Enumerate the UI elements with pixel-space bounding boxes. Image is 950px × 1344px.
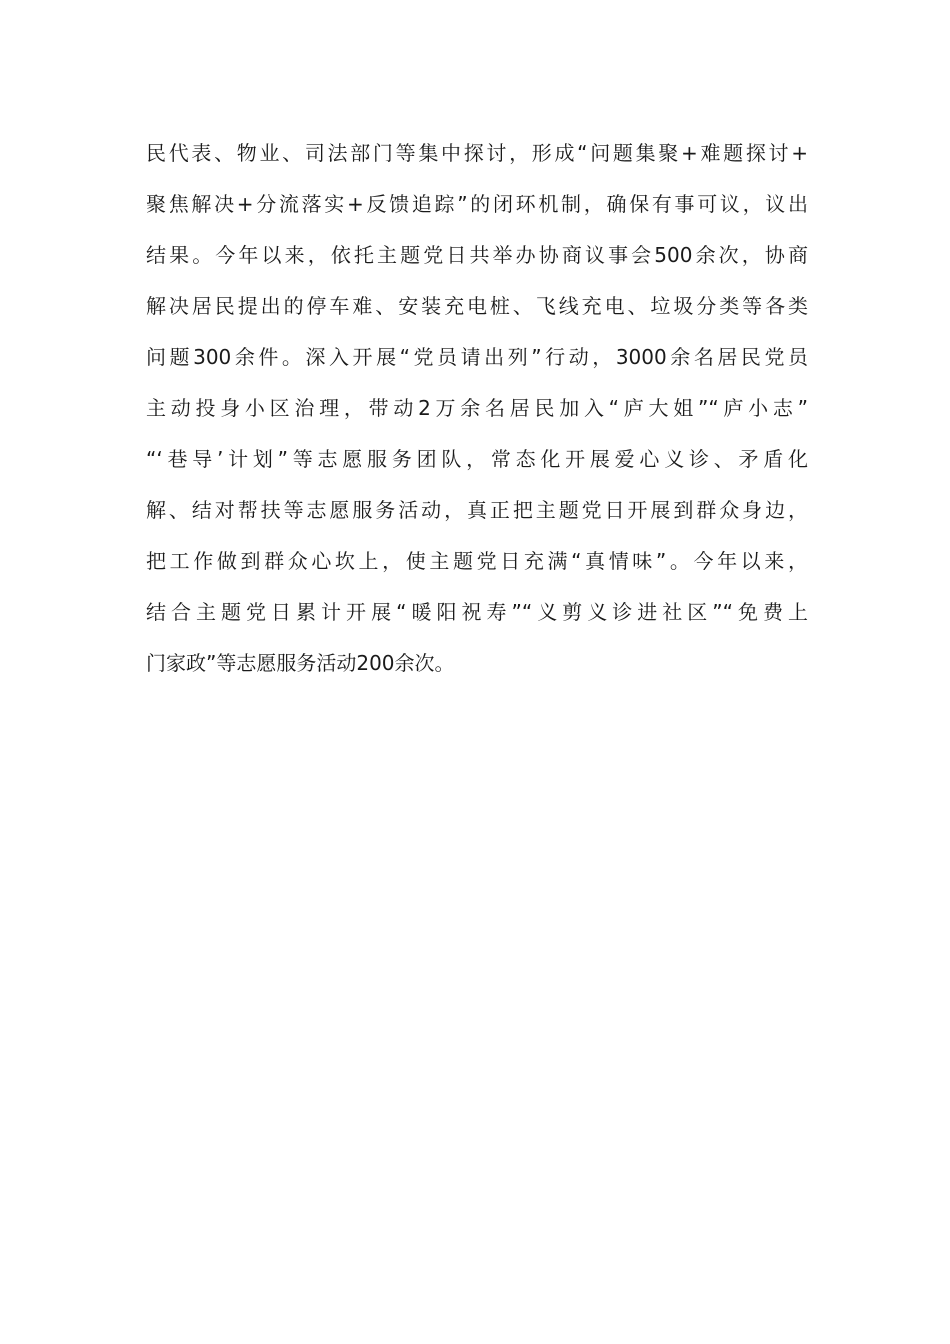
text-line-1: 民代表、物业、司法部门等集中探讨，形成“问题集聚+难题探讨+: [146, 141, 808, 165]
text-line-9: 把工作做到群众心坎上，使主题党日充满“真情味”。今年以来，: [146, 549, 808, 573]
text-line-7: “‘巷导’计划”等志愿服务团队，常态化开展爱心义诊、矛盾化: [146, 447, 808, 471]
text-line-2: 聚焦解决+分流落实+反馈追踪”的闭环机制，确保有事可议，议出: [146, 192, 808, 216]
text-line-4: 解决居民提出的停车难、安装充电桩、飞线充电、垃圾分类等各类: [146, 294, 808, 318]
text-line-5: 问题300余件。深入开展“党员请出列”行动，3000余名居民党员: [146, 345, 808, 369]
text-line-11: 门家政”等志愿服务活动200余次。: [146, 651, 455, 675]
body-paragraph: [146, 128, 808, 689]
text-line-8: 解、结对帮扶等志愿服务活动，真正把主题党日开展到群众身边，: [146, 498, 808, 522]
text-line-6: 主动投身小区治理，带动2万余名居民加入“庐大姐”“庐小志”: [146, 396, 808, 420]
text-line-10: 结合主题党日累计开展“暖阳祝寿”“义剪义诊进社区”“免费上: [146, 600, 808, 624]
text-line-3: 结果。今年以来，依托主题党日共举办协商议事会500余次，协商: [146, 243, 808, 267]
